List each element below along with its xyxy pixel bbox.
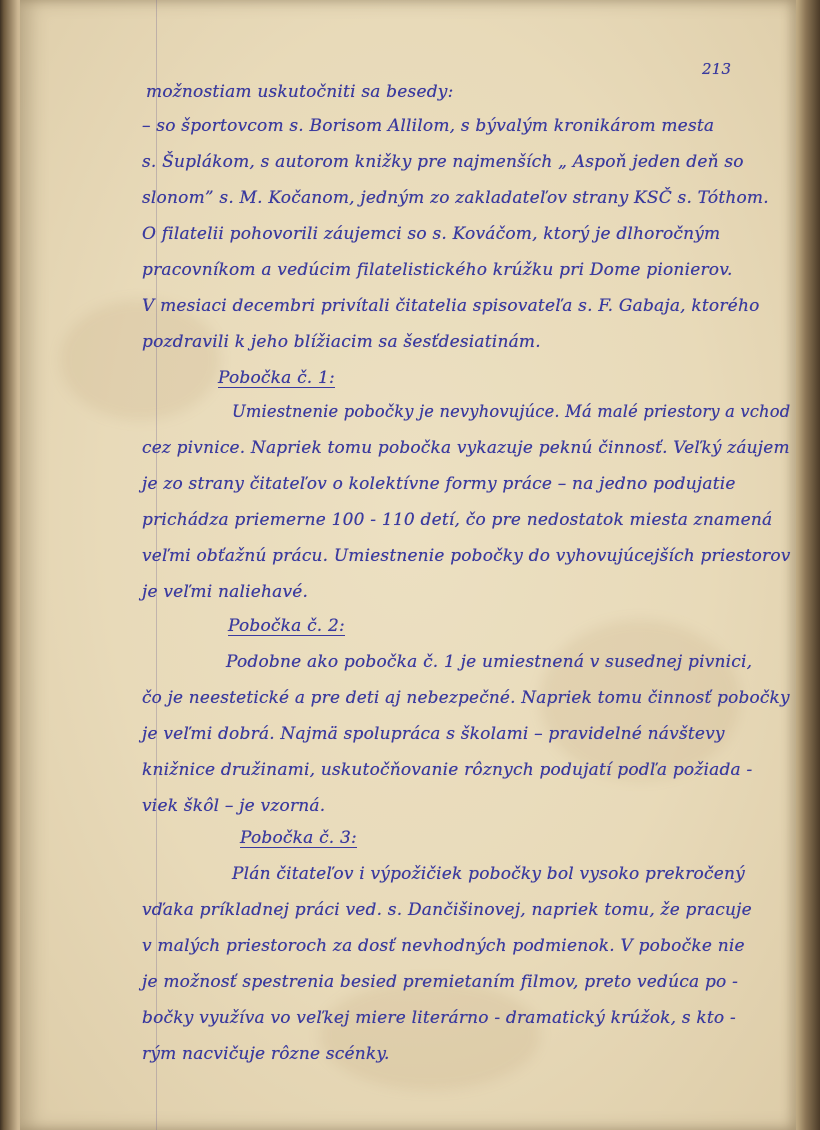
paper-stain xyxy=(60,300,220,420)
text-line: prichádza priemerne 100 - 110 detí, čo pre nedostatok miesta znamená xyxy=(142,510,773,530)
text-line: pracovníkom a vedúcim filatelistického krúžku pri Dome pionierov. xyxy=(142,260,733,280)
paper-stain xyxy=(320,980,540,1090)
text-line: s. Šuplákom, s autorom knižky pre najmenších „ Aspoň jeden deň so xyxy=(142,152,744,172)
text-line: V mesiaci decembri privítali čitatelia spisovateľa s. F. Gabaja, ktorého xyxy=(142,296,760,316)
text-line: v malých priestoroch za dosť nevhodných podmienok. V pobočke nie xyxy=(142,936,745,956)
text-line: slonom” s. M. Kočanom, jedným zo zakladateľov strany KSČ s. Tóthom. xyxy=(142,188,769,208)
text-line: je veľmi naliehavé. xyxy=(142,582,309,602)
text-line: Podobne ako pobočka č. 1 je umiestnená v susednej pivnici, xyxy=(226,652,753,672)
text-line: Plán čitateľov i výpožičiek pobočky bol vysoko prekročený xyxy=(232,864,745,884)
text-line: cez pivnice. Napriek tomu pobočka vykazuje peknú činnosť. Veľký záujem xyxy=(142,438,790,458)
text-line: Umiestnenie pobočky je nevyhovujúce. Má malé priestory a vchod xyxy=(232,402,791,422)
text-line: vďaka príkladnej práci ved. s. Dančišinovej, napriek tomu, že pracuje xyxy=(142,900,752,920)
text-line: veľmi obťažnú prácu. Umiestnenie pobočky do vyhovujúcejších priestorov xyxy=(142,546,791,566)
text-line: knižnice družinami, uskutočňovanie rôznych podujatí podľa požiada - xyxy=(142,760,753,780)
text-line: je zo strany čitateľov o kolektívne formy práce – na jedno podujatie xyxy=(142,474,736,494)
text-line: viek škôl – je vzorná. xyxy=(142,796,326,816)
section-heading-pobocka-2: Pobočka č. 2: xyxy=(228,616,345,636)
text-line: pozdravili k jeho blížiacim sa šesťdesiatinám. xyxy=(142,332,541,352)
page-number: 213 xyxy=(702,60,732,78)
text-line: je veľmi dobrá. Najmä spolupráca s školami – pravidelné návštevy xyxy=(142,724,725,744)
section-heading-pobocka-1: Pobočka č. 1: xyxy=(218,368,335,388)
text-line: je možnosť spestrenia besied premietaním filmov, preto vedúca po - xyxy=(142,972,739,992)
text-line: rým nacvičuje rôzne scénky. xyxy=(142,1044,390,1064)
text-line: bočky využíva vo veľkej miere literárno - dramatický krúžok, s kto - xyxy=(142,1008,736,1028)
section-heading-pobocka-3: Pobočka č. 3: xyxy=(240,828,357,848)
text-line: O filatelii pohovorili záujemci so s. Kováčom, ktorý je dlhoročným xyxy=(142,224,721,244)
text-line: čo je neestetické a pre deti aj nebezpečné. Napriek tomu činnosť pobočky xyxy=(142,688,790,708)
text-line: – so športovcom s. Borisom Allilom, s bývalým kronikárom mesta xyxy=(142,116,715,136)
text-line: možnostiam uskutočniti sa besedy: xyxy=(146,82,454,102)
